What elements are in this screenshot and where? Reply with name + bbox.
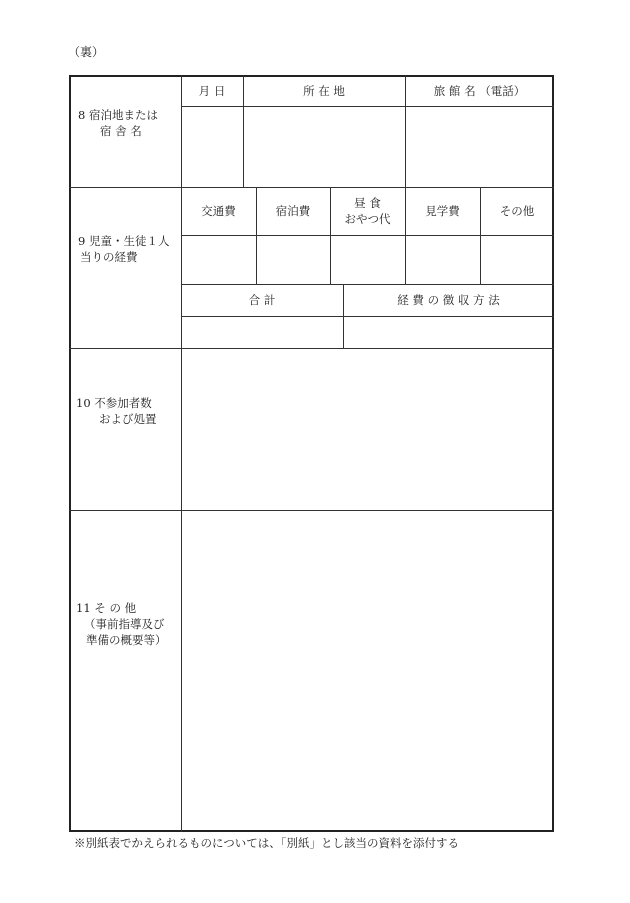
section11-label-line1: 11 そ の 他 xyxy=(76,601,137,615)
section9-mid-line xyxy=(181,284,554,285)
section9-header-lodging: 宿泊費 xyxy=(275,204,311,218)
section9-header-tour: 見学費 xyxy=(425,204,460,218)
section9-header-total: 合 計 xyxy=(248,293,276,307)
section9-bottom-line xyxy=(69,348,554,349)
section9-col-divider-4 xyxy=(480,187,481,284)
section10-label-line2: および処置 xyxy=(99,412,157,426)
footnote: ※別紙表でかえられるものについては、「別紙」とし該当の資料を添付する xyxy=(74,836,460,850)
section11-label-line2: （事前指導及び xyxy=(84,617,165,631)
section9-col-divider-3 xyxy=(405,187,406,284)
section8-header-line xyxy=(181,106,554,107)
section8-bottom-line xyxy=(69,187,554,188)
section9-header-transport: 交通費 xyxy=(201,204,236,218)
section8-header-date: 月 日 xyxy=(198,84,226,98)
section9-header-meal-line1: 昼 食 xyxy=(354,196,381,210)
section9-header-other: その他 xyxy=(499,204,535,218)
section10-label-line1: 10 不参加者数 xyxy=(76,396,152,410)
page-label: （裏） xyxy=(68,45,105,59)
form-table xyxy=(69,75,554,832)
section9-header-meal-line2: おやつ代 xyxy=(344,212,391,226)
section9-label-line1: 9 児童・生徒１人 xyxy=(78,234,170,248)
section8-label-line1: 8 宿泊地または xyxy=(78,108,158,122)
section9-label-line2: 当りの経費 xyxy=(80,250,138,264)
section8-header-location: 所 在 地 xyxy=(303,84,345,98)
section11-label-line3: 準備の概要等） xyxy=(86,633,167,647)
label-column-divider xyxy=(181,75,182,832)
section8-header-inn: 旅 館 名 （電話） xyxy=(433,84,526,98)
section8-label-line2: 宿 舎 名 xyxy=(100,124,142,138)
section9-total-header-line xyxy=(181,316,554,317)
section9-header-collection-method: 経 費 の 徴 収 方 法 xyxy=(397,293,500,307)
section9-col-divider-1 xyxy=(256,187,257,284)
section9-header-line xyxy=(181,235,554,236)
section10-bottom-line xyxy=(69,510,554,511)
